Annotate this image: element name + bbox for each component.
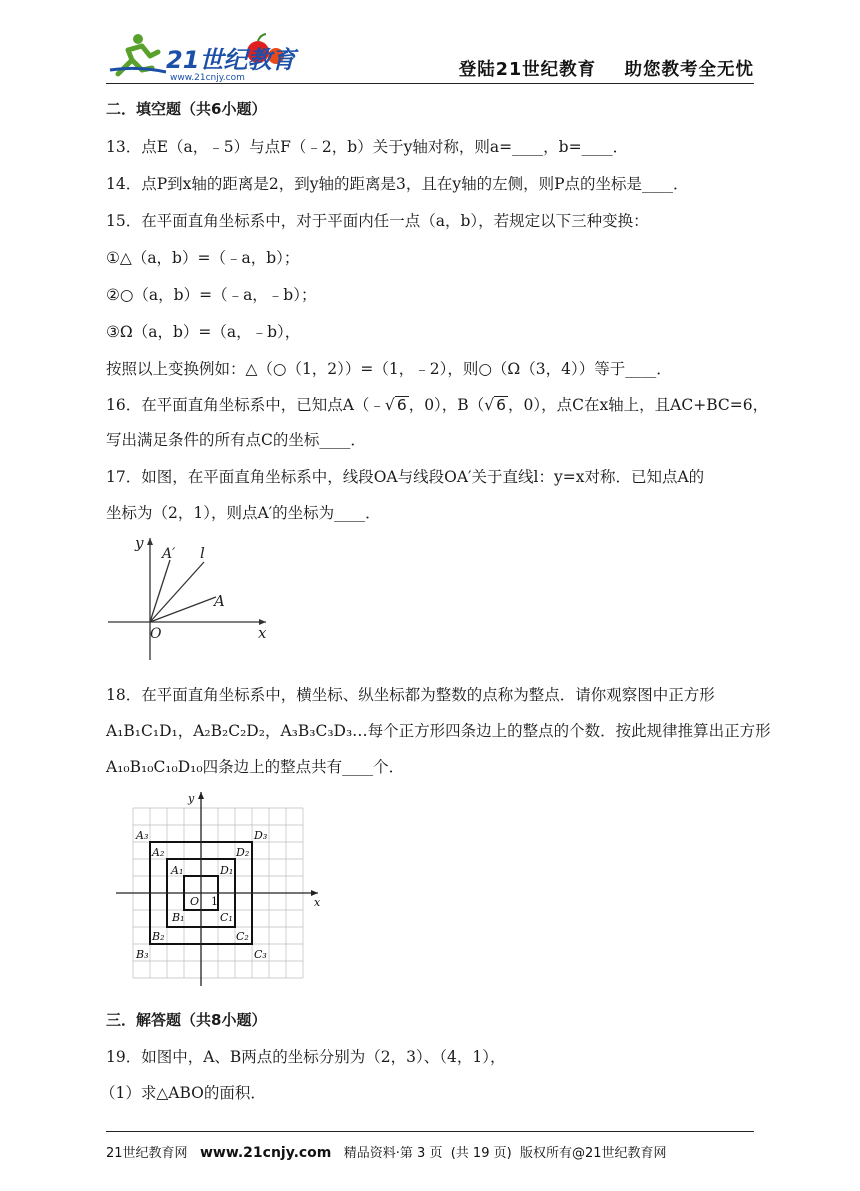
question-16-text-a: 16．在平面直角坐标系中，已知点A（﹣: [106, 396, 385, 414]
label-d3: D₃: [254, 829, 268, 842]
footer-left: 21世纪教育网: [106, 1146, 188, 1161]
question-14: 14．点P到x轴的距离是2，到y轴的距离是3，且在y轴的左侧，则P点的坐标是____．: [106, 175, 689, 193]
logo-text: 21世纪教育: [166, 46, 296, 74]
label-a3: A₃: [136, 829, 149, 842]
label-x: x: [314, 896, 321, 909]
figure-q18: [116, 790, 326, 986]
question-13: 13．点E（a，﹣5）与点F（﹣2，b）关于y轴对称，则a=____，b=____．: [106, 138, 629, 156]
label-d2: D₂: [236, 846, 250, 859]
label-a1: A₁: [171, 864, 184, 877]
section-fill-title: 二．填空题（共6小题）: [106, 100, 267, 118]
question-17-line-2: 坐标为（2，1），则点A′的坐标为____．: [106, 504, 381, 522]
label-l: l: [200, 544, 205, 562]
question-15-intro: 15．在平面直角坐标系中，对于平面内任一点（a，b），若规定以下三种变换：: [106, 212, 649, 230]
question-16-text-c: ，0），点C在x轴上，且AC+BC=6，: [507, 396, 769, 414]
site-logo: [108, 30, 308, 82]
question-15-rule-3: ③Ω（a，b）=（a，﹣b），: [106, 323, 301, 341]
footer-right: 精品资料·第 3 页 (共 19 页) 版权所有@21世纪教育网: [343, 1146, 667, 1161]
section-answer-title: 三．解答题（共8小题）: [106, 1011, 267, 1029]
label-d1: D₁: [220, 864, 234, 877]
label-b2: B₂: [152, 930, 165, 943]
question-18-line-2: A₁B₁C₁D₁，A₂B₂C₂D₂，A₃B₃C₃D₃…每个正方形四条边上的整点的个数．按此规律推算出正方形: [106, 722, 771, 740]
footer-rule: [106, 1131, 754, 1132]
question-19-line-1: 19．如图中，A、B两点的坐标分别为（2，3）、（4，1），: [106, 1048, 506, 1066]
radicand: 6: [396, 396, 407, 414]
y-axis-arrow: [198, 792, 204, 799]
question-15-rule-2: ②○（a，b）=（﹣a，﹣b）；: [106, 286, 317, 304]
header-rule: [106, 83, 754, 84]
question-15-ask: 按照以上变换例如：△（○（1，2））=（1，﹣2），则○（Ω（3，4））等于____．: [106, 360, 672, 378]
question-17-line-1: 17．如图，在平面直角坐标系中，线段OA与线段OA′关于直线l：y=x对称．已知点A的: [106, 468, 705, 486]
segment-oa: [150, 597, 216, 622]
logo-url: www.21cnjy.com: [170, 73, 245, 82]
footer-site-link[interactable]: www.21cnjy.com: [199, 1145, 332, 1161]
runner-icon: [110, 34, 166, 74]
label-a2: A₂: [152, 846, 165, 859]
label-o: O: [190, 895, 200, 908]
question-15-rule-1: ①△（a，b）=（﹣a，b）；: [106, 249, 300, 267]
label-x: x: [258, 624, 267, 642]
question-16-text-b: ，0），B（: [408, 396, 485, 414]
question-16-line-1: [106, 393, 768, 415]
radicand: 6: [496, 396, 506, 414]
question-18-line-1: 18．在平面直角坐标系中，横坐标、纵坐标都为整数的点称为整点．请你观察图中正方形: [106, 686, 715, 704]
figure-q17: [106, 530, 276, 662]
label-o: O: [150, 626, 162, 642]
label-y: y: [188, 792, 195, 805]
label-one: 1: [211, 895, 218, 908]
question-16-line-2: 写出满足条件的所有点C的坐标____．: [106, 431, 366, 449]
label-a-prime: A′: [162, 546, 176, 562]
label-c3: C₃: [254, 948, 267, 961]
question-19-line-2: （1）求△ABO的面积．: [100, 1084, 266, 1102]
label-c1: C₁: [220, 911, 233, 924]
line-l: [150, 562, 204, 622]
label-b1: B₁: [172, 911, 185, 924]
sqrt-6-negative: √ 6: [384, 396, 407, 414]
label-b3: B₃: [136, 948, 149, 961]
sqrt-6-positive: √ 6: [484, 396, 506, 414]
header-slogan: 登陆21世纪教育 助您教考全无忧: [458, 60, 754, 80]
label-y: y: [135, 534, 144, 552]
label-c2: C₂: [236, 930, 249, 943]
y-axis-arrow: [147, 538, 153, 545]
label-a: A: [214, 592, 225, 610]
page-footer: [106, 1142, 667, 1161]
segment-oa-prime: [150, 560, 170, 622]
question-18-line-3: A₁₀B₁₀C₁₀D₁₀四条边上的整点共有____个．: [106, 758, 405, 776]
